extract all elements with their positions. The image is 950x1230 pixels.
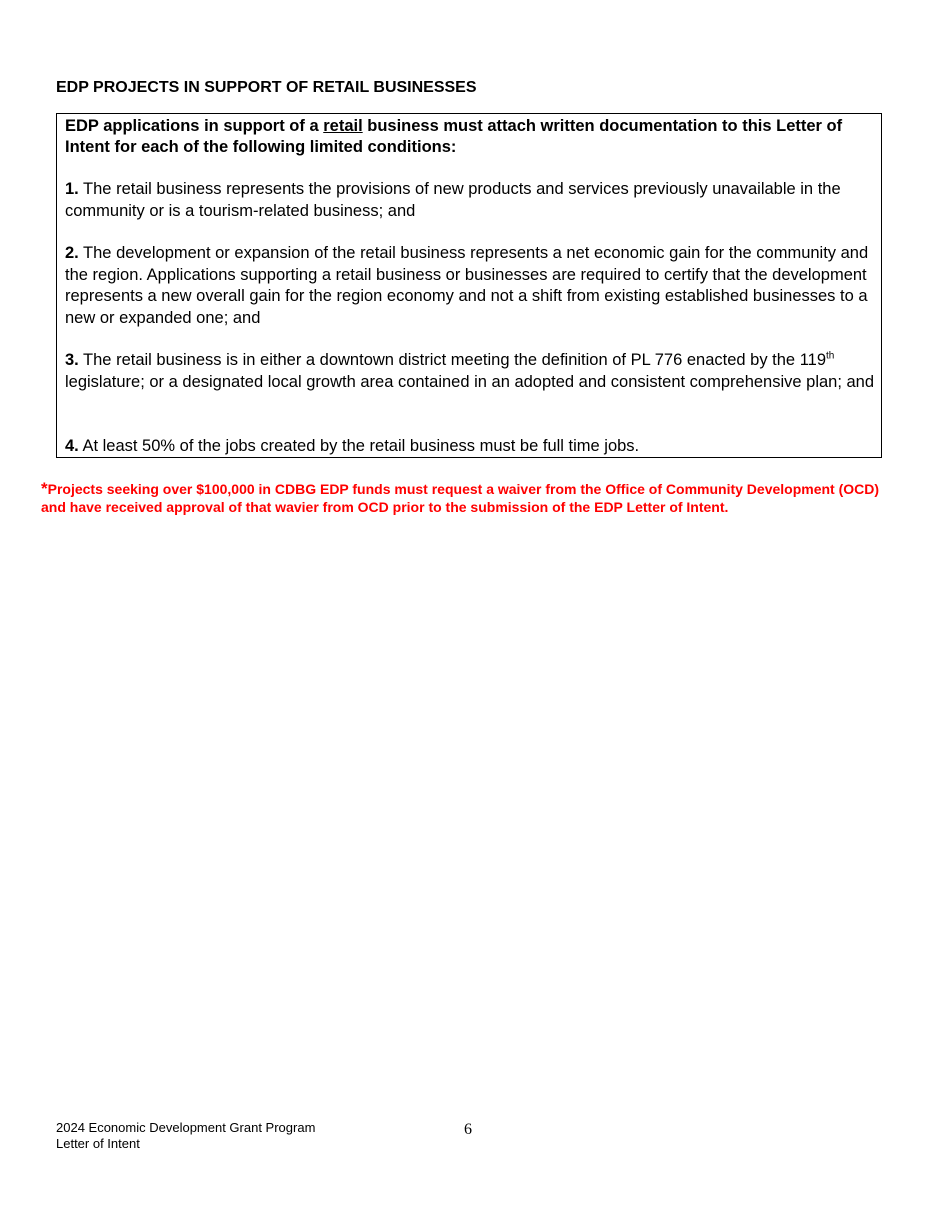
condition-text-before: The retail business is in either a downtown district meeting the definition of PL 776 enacted by the 119: [78, 351, 826, 369]
condition-text-after: legislature; or a designated local growth area contained in an adopted and consistent comprehensive plan; and: [65, 372, 875, 391]
condition-number: 1.: [65, 180, 79, 198]
requirements-box: [56, 113, 882, 458]
condition-3: [65, 350, 877, 393]
condition-number: 2.: [65, 244, 79, 262]
requirements-intro: [65, 116, 865, 158]
asterisk-mark: *: [41, 479, 48, 498]
condition-1: [65, 179, 877, 222]
footer-line-program: 2024 Economic Development Grant Program: [56, 1120, 316, 1135]
intro-emphasis-retail: retail: [323, 117, 363, 135]
footer-line-document: Letter of Intent: [56, 1136, 140, 1151]
condition-text: The retail business represents the provisions of new products and services previously unavailable in the community or is a tourism-related business; and: [65, 180, 841, 220]
condition-4: [65, 436, 877, 458]
waiver-note: [41, 480, 881, 516]
footer-document-title: [56, 1120, 315, 1152]
section-heading: EDP PROJECTS IN SUPPORT OF RETAIL BUSINESSES: [56, 79, 477, 96]
page-number: 6: [464, 1121, 472, 1138]
condition-2: [65, 243, 877, 329]
condition-number: 4.: [65, 437, 79, 455]
intro-text-before: EDP applications in support of a: [65, 117, 324, 135]
waiver-note-text: Projects seeking over $100,000 in CDBG EDP funds must request a waiver from the Office of Community Development (OCD) and have received approval of that wavier from OCD prior to the submission of the EDP Letter of Intent.: [41, 481, 880, 515]
condition-number: 3.: [65, 351, 79, 369]
intro-text-after: business must attach written documentation to this Letter of Intent for each of the following limited conditions:: [65, 117, 843, 156]
ordinal-superscript: th: [826, 350, 835, 362]
condition-text: At least 50% of the jobs created by the retail business must be full time jobs.: [78, 437, 640, 455]
condition-text: The development or expansion of the retail business represents a net economic gain for the community and the region. Applications supporting a retail business or businesses are required to certify that the development represents a new overall gain for the region economy and not a shift from existing established businesses to a new or expanded one; and: [65, 244, 869, 327]
